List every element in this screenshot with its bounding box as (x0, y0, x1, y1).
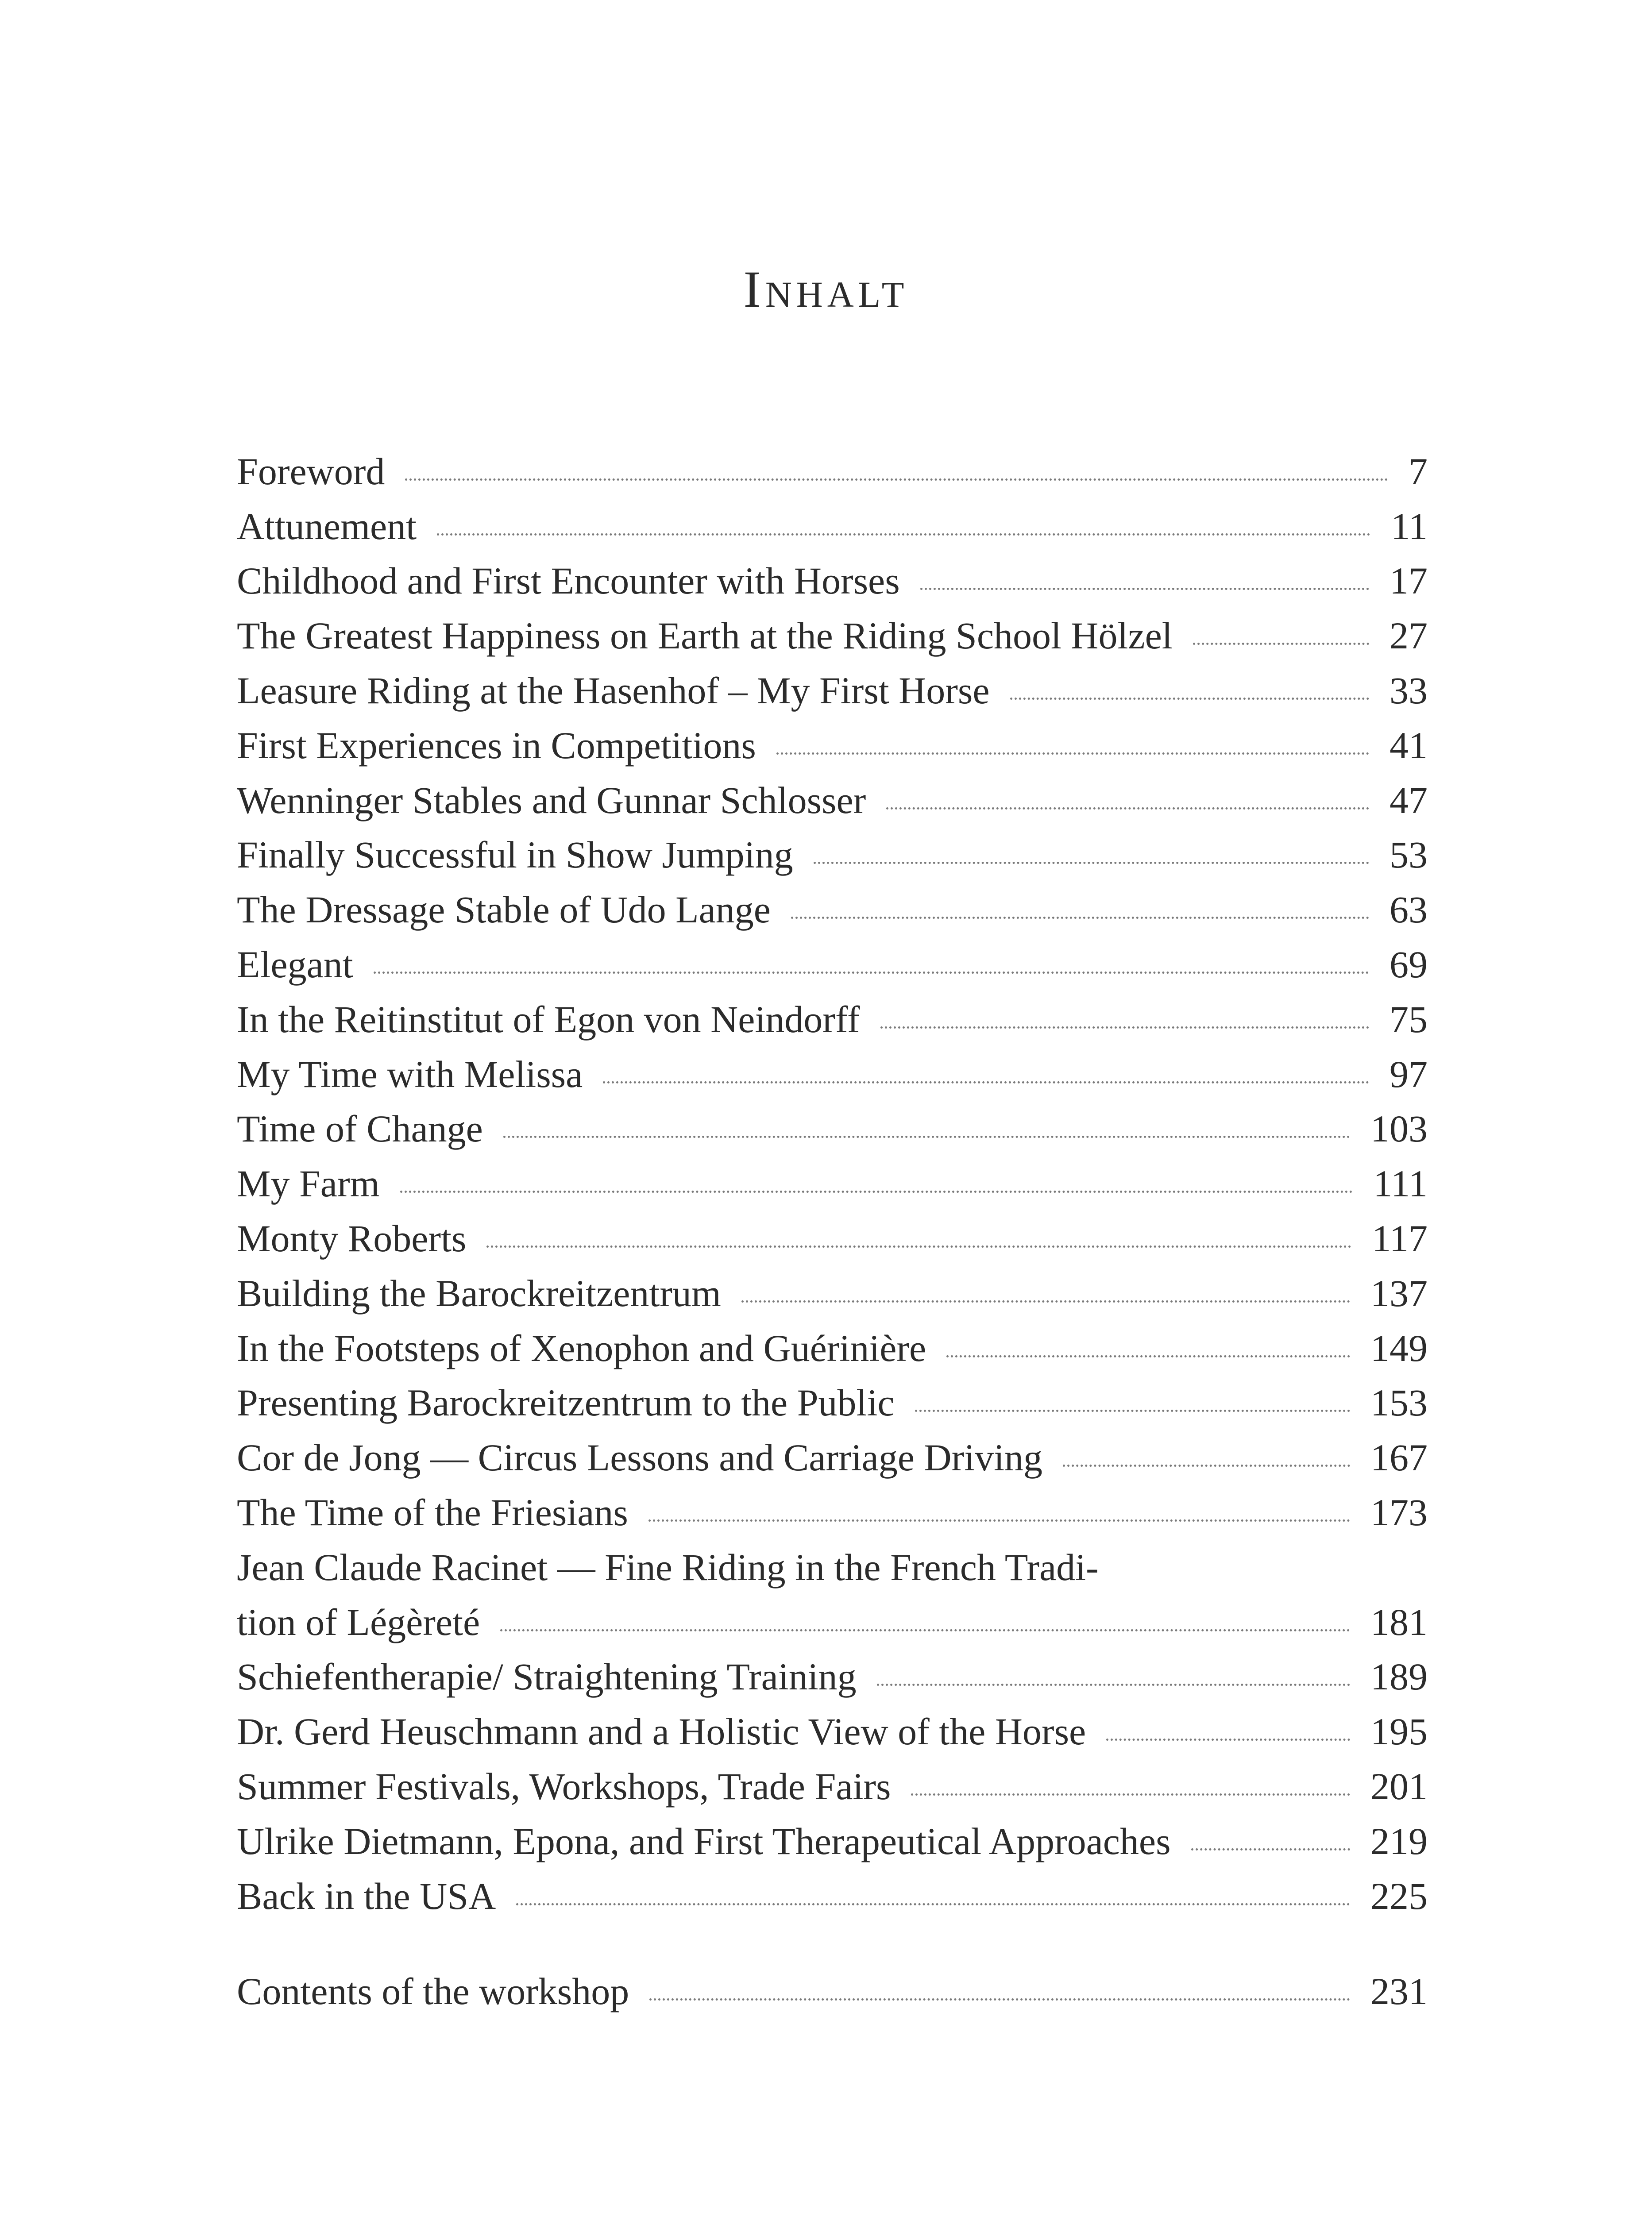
toc-entry-page: 53 (1390, 833, 1428, 876)
toc-entry-page: 75 (1390, 998, 1428, 1041)
dot-leader (374, 972, 1369, 974)
toc-entry (237, 1319, 1428, 1374)
toc-entry-page: 41 (1390, 724, 1428, 767)
toc-entry-page: 189 (1370, 1655, 1428, 1698)
toc-entry-page: 149 (1370, 1326, 1428, 1369)
toc-entry-title: Childhood and First Encounter with Horses (237, 559, 900, 602)
toc-entry-title: The Dressage Stable of Udo Lange (237, 888, 771, 931)
toc-entry-page: 33 (1390, 669, 1428, 712)
dot-leader (1063, 1465, 1350, 1467)
toc-entry (237, 881, 1428, 936)
toc-entry-title: Presenting Barockreitzentrum to the Public (237, 1381, 895, 1424)
toc-entry (237, 552, 1428, 607)
toc-entry-page: 219 (1370, 1820, 1428, 1862)
dot-leader (1106, 1739, 1350, 1741)
dot-leader (946, 1355, 1350, 1357)
dot-leader (1191, 1848, 1350, 1851)
toc-entry-page: 117 (1372, 1217, 1428, 1260)
toc-entry-page: 195 (1370, 1710, 1428, 1753)
dot-leader (814, 862, 1369, 864)
toc-entry (237, 497, 1428, 552)
dot-leader (516, 1903, 1350, 1905)
toc-entry-title: The Time of the Friesians (237, 1491, 628, 1534)
toc-entry-page: 231 (1370, 1970, 1428, 2013)
toc-entry (237, 771, 1428, 826)
toc-entry-first-line (237, 1538, 1428, 1593)
toc-entry-page: 17 (1390, 559, 1428, 602)
dot-leader (486, 1245, 1351, 1248)
dot-leader (649, 1998, 1350, 2001)
toc-entry-title: Finally Successful in Show Jumping (237, 833, 793, 876)
toc-entry (237, 1265, 1428, 1319)
toc-entry-title: In the Footsteps of Xenophon and Guérinière (237, 1326, 926, 1369)
toc-entry (237, 607, 1428, 662)
toc-entry (237, 1484, 1428, 1538)
dot-leader (791, 917, 1369, 919)
toc-entry (237, 1429, 1428, 1484)
toc-entry-title: Elegant (237, 943, 353, 986)
page-title: Inhalt (743, 260, 909, 318)
toc-entry (237, 1758, 1428, 1812)
toc-entry (237, 1100, 1428, 1155)
dot-leader (877, 1684, 1350, 1686)
toc-entry-title: tion of Légèreté (237, 1600, 480, 1643)
toc-entry-title-line1: Jean Claude Racinet — Fine Riding in the French Tradi- (237, 1546, 1099, 1588)
toc-appendix-entry (237, 1963, 1428, 2018)
toc-entry-title: Monty Roberts (237, 1217, 467, 1260)
toc-entry-title: Building the Barockreitzentrum (237, 1272, 721, 1315)
dot-leader (1193, 643, 1369, 645)
toc-entry-page: 181 (1370, 1600, 1428, 1643)
dot-leader (603, 1081, 1369, 1083)
table-of-contents (237, 443, 1428, 2017)
dot-leader (648, 1519, 1350, 1522)
toc-entry-title: Dr. Gerd Heuschmann and a Holistic View of the Horse (237, 1710, 1086, 1753)
toc-entry-title: Cor de Jong — Circus Lessons and Carriage Driving (237, 1436, 1043, 1479)
toc-entry-page: 111 (1373, 1162, 1428, 1205)
dot-leader (503, 1136, 1350, 1138)
dot-leader (911, 1793, 1350, 1796)
toc-entry (237, 826, 1428, 881)
toc-entry-page: 201 (1370, 1765, 1428, 1808)
toc-entry-page: 27 (1390, 614, 1428, 657)
toc-entry-page: 167 (1370, 1436, 1428, 1479)
toc-entry (237, 1593, 1428, 1648)
toc-entry-page: 63 (1390, 888, 1428, 931)
toc-entry-page: 69 (1390, 943, 1428, 986)
toc-entry-page: 137 (1370, 1272, 1428, 1315)
toc-entry-page: 173 (1370, 1491, 1428, 1534)
toc-entry (237, 662, 1428, 717)
toc-entry (237, 443, 1428, 497)
toc-entry (237, 1812, 1428, 1867)
dot-leader (500, 1629, 1350, 1631)
toc-entry-title: In the Reitinstitut of Egon von Neindorff (237, 998, 860, 1041)
toc-entry-title: The Greatest Happiness on Earth at the Riding School Hölzel (237, 614, 1173, 657)
dot-leader (1010, 698, 1369, 700)
toc-entry-title: First Experiences in Competitions (237, 724, 756, 767)
toc-entry (237, 1703, 1428, 1758)
toc-entry-title: My Time with Melissa (237, 1053, 583, 1095)
toc-entry-page: 97 (1390, 1053, 1428, 1095)
dot-leader (741, 1300, 1350, 1303)
dot-leader (920, 588, 1369, 590)
dot-leader (886, 807, 1369, 810)
toc-entry (237, 936, 1428, 991)
toc-entry-title: Time of Change (237, 1107, 483, 1150)
toc-entry (237, 1648, 1428, 1703)
toc-entry-page: 103 (1370, 1107, 1428, 1150)
toc-entry-page: 11 (1391, 505, 1428, 547)
toc-entry-title: Attunement (237, 505, 417, 547)
toc-entry (237, 1374, 1428, 1429)
dot-leader (915, 1410, 1350, 1412)
toc-entry-page: 7 (1409, 450, 1428, 493)
toc-entry-title: Leasure Riding at the Hasenhof – My First Horse (237, 669, 990, 712)
toc-entry-title: Contents of the workshop (237, 1970, 629, 2013)
toc-entry-title: Ulrike Dietmann, Epona, and First Therapeutical Approaches (237, 1820, 1171, 1862)
dot-leader (776, 752, 1369, 755)
toc-entry (237, 717, 1428, 771)
toc-entry-page: 153 (1370, 1381, 1428, 1424)
toc-entry (237, 1210, 1428, 1265)
toc-entry-title: Summer Festivals, Workshops, Trade Fairs (237, 1765, 891, 1808)
toc-entry (237, 1155, 1428, 1210)
dot-leader (405, 478, 1388, 481)
toc-entry-title: My Farm (237, 1162, 380, 1205)
toc-entry-title: Back in the USA (237, 1874, 496, 1917)
toc-entry-title: Foreword (237, 450, 385, 493)
toc-entry-page: 225 (1370, 1874, 1428, 1917)
toc-entry-title: Schiefentherapie/ Straightening Training (237, 1655, 857, 1698)
dot-leader (437, 533, 1370, 536)
toc-entry-page: 47 (1390, 779, 1428, 821)
toc-entry (237, 1867, 1428, 1922)
dot-leader (880, 1026, 1369, 1029)
toc-entry (237, 991, 1428, 1045)
toc-entry-title: Wenninger Stables and Gunnar Schlosser (237, 779, 866, 821)
toc-entry (237, 1045, 1428, 1100)
dot-leader (400, 1191, 1353, 1193)
